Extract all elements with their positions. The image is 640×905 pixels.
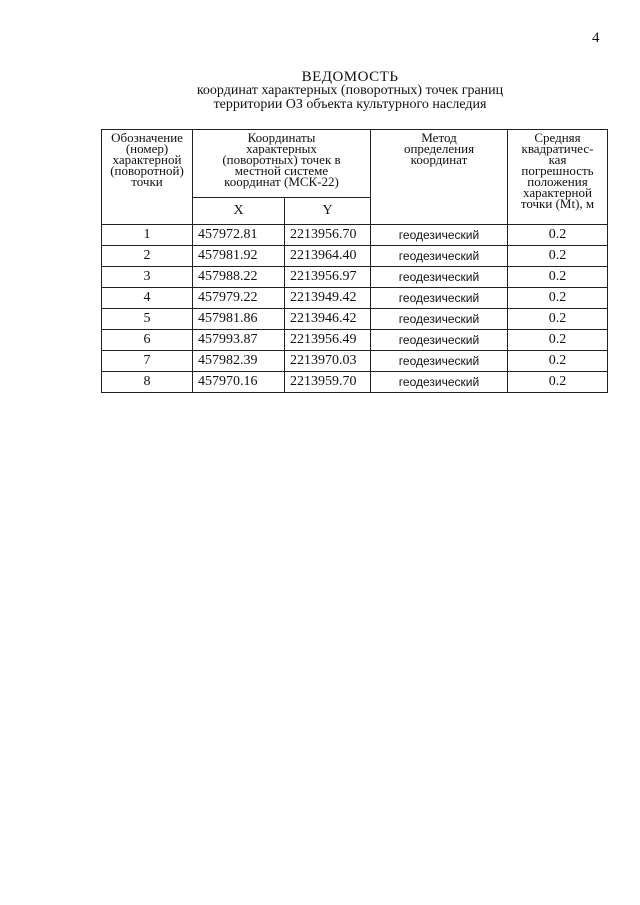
header-x: X [193, 198, 285, 225]
cell-y: 2213949.42 [285, 288, 371, 309]
cell-method: геодезический [371, 288, 508, 309]
cell-error: 0.2 [508, 225, 608, 246]
table-row [102, 246, 608, 267]
cell-method: геодезический [371, 267, 508, 288]
header-text-line: определения [403, 141, 475, 156]
cell-method: геодезический [371, 225, 508, 246]
header-text-line: координат (МСК-22) [224, 174, 339, 189]
cell-x: 457993.87 [193, 330, 285, 351]
header-text-line: квадратичес- [521, 141, 594, 156]
cell-error: 0.2 [508, 372, 608, 393]
header-text-line: характерной [523, 185, 592, 200]
title-main: ВЕДОМОСТЬ [301, 69, 399, 85]
table-row [102, 351, 608, 372]
header-mean-square-error [508, 130, 608, 225]
header-point-designation [102, 130, 193, 225]
cell-x: 457982.39 [193, 351, 285, 372]
cell-y: 2213959.70 [285, 372, 371, 393]
cell-point-number: 1 [102, 225, 193, 246]
header-y: Y [285, 198, 371, 225]
title-line-2: территории ОЗ объекта культурного наследия [213, 97, 487, 112]
cell-error: 0.2 [508, 288, 608, 309]
header-text-line: погрешность [521, 163, 594, 178]
cell-y: 2213956.49 [285, 330, 371, 351]
cell-method: геодезический [371, 246, 508, 267]
header-text-line: Координаты [247, 130, 316, 145]
header-text-line: (номер) [125, 141, 169, 156]
header-text-line: (поворотной) [110, 163, 184, 178]
cell-error: 0.2 [508, 330, 608, 351]
cell-x: 457972.81 [193, 225, 285, 246]
table-header-row [102, 130, 608, 198]
title-line-1: координат характерных (поворотных) точек границ [196, 83, 504, 98]
coordinates-table [101, 129, 608, 393]
header-text-line: кая [548, 152, 567, 167]
cell-y: 2213956.70 [285, 225, 371, 246]
cell-point-number: 5 [102, 309, 193, 330]
cell-x: 457979.22 [193, 288, 285, 309]
header-text-line: Обозначение [111, 130, 183, 145]
table-row [102, 309, 608, 330]
header-text-line: характерных [246, 141, 317, 156]
header-method [371, 130, 508, 225]
header-text-line: Метод [421, 130, 457, 145]
table-row [102, 372, 608, 393]
header-text-line: (поворотных) точек в [222, 152, 341, 167]
header-text-line: местной системе [234, 163, 329, 178]
table-row [102, 288, 608, 309]
header-text-line: Средняя [534, 130, 581, 145]
cell-point-number: 6 [102, 330, 193, 351]
cell-point-number: 3 [102, 267, 193, 288]
cell-x: 457988.22 [193, 267, 285, 288]
header-text-line: характерной [112, 152, 182, 167]
header-text-line: точки (Mt), м [520, 196, 595, 211]
cell-y: 2213964.40 [285, 246, 371, 267]
table-row [102, 330, 608, 351]
header-coordinates [193, 130, 371, 198]
cell-method: геодезический [371, 309, 508, 330]
document-title [150, 70, 550, 112]
header-text-line: положения [527, 174, 588, 189]
cell-x: 457981.92 [193, 246, 285, 267]
cell-method: геодезический [371, 330, 508, 351]
cell-method: геодезический [371, 372, 508, 393]
cell-y: 2213956.97 [285, 267, 371, 288]
cell-x: 457981.86 [193, 309, 285, 330]
cell-error: 0.2 [508, 246, 608, 267]
header-text-line: координат [410, 152, 468, 167]
cell-error: 0.2 [508, 351, 608, 372]
cell-point-number: 2 [102, 246, 193, 267]
cell-error: 0.2 [508, 309, 608, 330]
cell-y: 2213946.42 [285, 309, 371, 330]
table-row [102, 225, 608, 246]
cell-point-number: 4 [102, 288, 193, 309]
header-text-line: точки [131, 174, 163, 189]
page-number: 4 [592, 30, 600, 46]
cell-method: геодезический [371, 351, 508, 372]
table-row [102, 267, 608, 288]
cell-x: 457970.16 [193, 372, 285, 393]
cell-error: 0.2 [508, 267, 608, 288]
cell-point-number: 7 [102, 351, 193, 372]
cell-y: 2213970.03 [285, 351, 371, 372]
cell-point-number: 8 [102, 372, 193, 393]
